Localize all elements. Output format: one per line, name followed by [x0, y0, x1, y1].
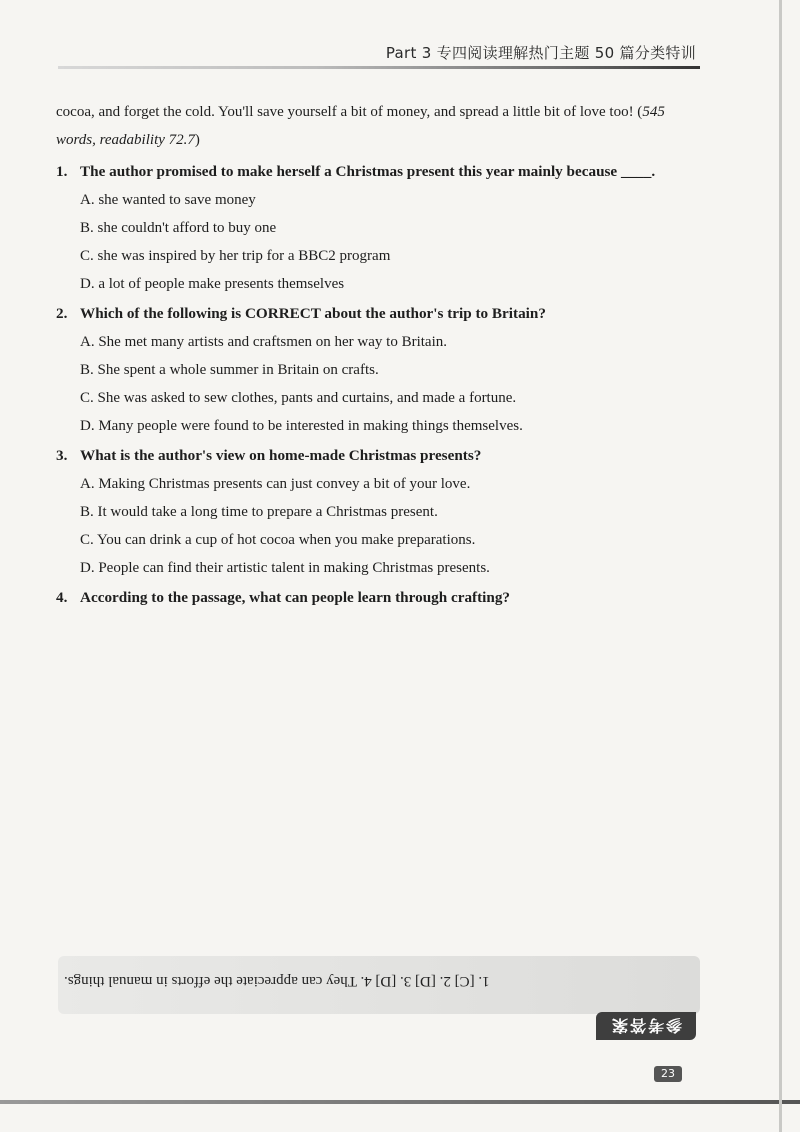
- question-stem: [56, 158, 696, 186]
- option-b: B. She spent a whole summer in Britain on crafts.: [80, 362, 379, 378]
- option-d: D. People can find their artistic talent in making Christmas presents.: [80, 560, 490, 576]
- question-text: According to the passage, what can people learn through crafting?: [80, 589, 511, 606]
- bottom-rule: [0, 1100, 800, 1104]
- option-a: A. She met many artists and craftsmen on her way to Britain.: [80, 334, 447, 350]
- question-number: 3.: [56, 447, 68, 464]
- option-b: B. she couldn't afford to buy one: [80, 220, 277, 236]
- question-4: [56, 584, 696, 612]
- running-header: Part 3 专四阅读理解热门主题 50 篇分类特训: [385, 44, 696, 62]
- header-rule: [58, 66, 700, 69]
- option-c: C. She was asked to sew clothes, pants and curtains, and made a fortune.: [80, 390, 517, 406]
- answer-blank: ____.: [620, 163, 656, 180]
- option-c: C. she was inspired by her trip for a BBC2 program: [80, 248, 391, 264]
- option-a: A. Making Christmas presents can just convey a bit of your love.: [80, 476, 471, 492]
- option-d: D. Many people were found to be interested in making things themselves.: [80, 418, 523, 434]
- answer-key-label: [596, 1012, 696, 1040]
- question-text: Which of the following is CORRECT about the author's trip to Britain?: [80, 305, 546, 322]
- page-edge: [779, 0, 782, 1132]
- question-stem: [56, 442, 696, 470]
- question-text: What is the author's view on home-made Christmas presents?: [80, 447, 482, 464]
- intro-text: cocoa, and forget the cold. You'll save yourself a bit of money, and spread a little bit of love too! (: [56, 104, 643, 120]
- option-d: D. a lot of people make presents themselves: [80, 276, 345, 292]
- option-b: B. It would take a long time to prepare a Christmas present.: [80, 504, 438, 520]
- readability-info: words, readability 72.7: [56, 132, 195, 148]
- answer-key-label-text: 参考答案: [609, 1015, 682, 1035]
- question-2: [56, 300, 696, 440]
- question-number: 2.: [56, 305, 68, 322]
- option-c: C. You can drink a cup of hot cocoa when you make preparations.: [80, 532, 476, 548]
- word-count: 545: [642, 104, 665, 120]
- intro-close: ): [194, 132, 200, 148]
- question-3: [56, 442, 696, 582]
- answer-key-text: 1. [C] 2. [D] 3. [D] 4. They can appreciate the efforts in manual things.: [64, 973, 490, 989]
- question-text: The author promised to make herself a Christmas present this year mainly because: [80, 163, 618, 180]
- page-number: 23: [654, 1066, 682, 1082]
- question-number: 4.: [56, 589, 68, 606]
- question-1: [56, 158, 696, 298]
- question-stem: [56, 584, 696, 612]
- option-a: A. she wanted to save money: [80, 192, 256, 208]
- main-content: [56, 98, 696, 612]
- question-stem: [56, 300, 696, 328]
- intro-paragraph: [56, 98, 696, 154]
- question-number: 1.: [56, 163, 68, 180]
